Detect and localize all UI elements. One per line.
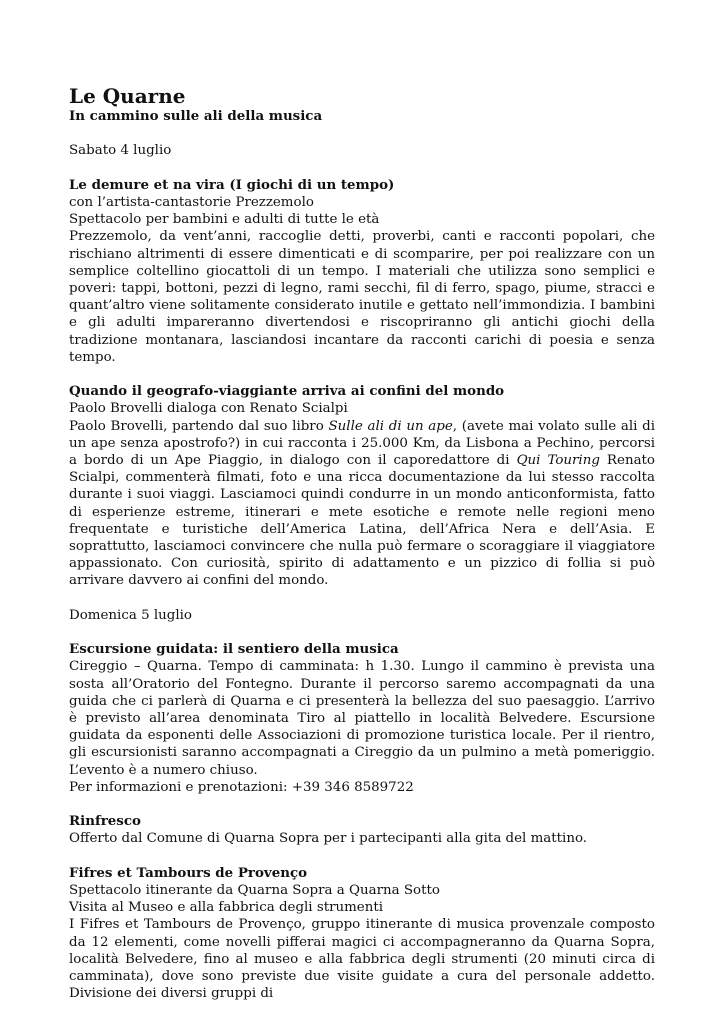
event-heading-rinfresco: Rinfresco bbox=[69, 813, 141, 830]
event-description-rinfresco: Offerto dal Comune di Quarna Sopra per i partecipanti alla gita del mattino. bbox=[69, 831, 588, 847]
spacer bbox=[69, 624, 655, 641]
event-description-geografo bbox=[69, 418, 655, 590]
spacer bbox=[69, 160, 655, 177]
spacer bbox=[69, 125, 655, 142]
event-speakers-line: Paolo Brovelli dialoga con Renato Scialpi bbox=[69, 401, 348, 417]
document-subtitle: In cammino sulle ali della musica bbox=[69, 108, 323, 124]
event-heading-fifres: Fifres et Tambours de Provenço bbox=[69, 864, 308, 881]
event-heading-geografo: Quando il geografo-viaggiante arriva ai confini del mondo bbox=[69, 383, 505, 400]
document-page bbox=[69, 84, 655, 1002]
spacer bbox=[69, 796, 655, 813]
event-artist-line: con l’artista-cantastorie Prezzemolo bbox=[69, 194, 314, 210]
magazine-title: Qui Touring bbox=[516, 453, 600, 469]
book-title: Sulle ali di un ape bbox=[328, 418, 453, 434]
event-description-giochi: Prezzemolo, da vent’anni, raccoglie detti, proverbi, canti e racconti popolari, che rischiano altrimenti di essere dimenticati e di scomparire, per poi realizzare con un semplice coltellino giocattoli di un tempo. I materiali che utilizza sono semplici e poveri: tappi, bottoni, pezzi di legno, rami secchi, fil di ferro, spago, piume, stracci e quant’altro viene solitamente considerato inutile e gettato nell’immondizia. I bambini e gli adulti impareranno divertendosi e riscopriranno gli antichi giochi della tradizione montanara, lasciandosi incantare da racconti carichi di poesia e senza tempo. bbox=[69, 229, 655, 365]
event-heading-giochi: Le demure et na vira (I giochi di un tempo) bbox=[69, 176, 395, 193]
contact-info: Per informazioni e prenotazioni: +39 346 8589722 bbox=[69, 779, 414, 795]
spacer bbox=[69, 590, 655, 607]
event-heading-escursione: Escursione guidata: il sentiero della musica bbox=[69, 641, 399, 658]
spacer bbox=[69, 848, 655, 865]
day-heading-saturday: Sabato 4 luglio bbox=[69, 143, 172, 159]
description-text: Paolo Brovelli, partendo dal suo libro bbox=[69, 418, 329, 434]
event-audience-line: Spettacolo per bambini e adulti di tutte le età bbox=[69, 212, 380, 228]
document-title: Le Quarne bbox=[69, 84, 186, 108]
day-heading-sunday: Domenica 5 luglio bbox=[69, 607, 192, 623]
event-description-fifres: I Fifres et Tambours de Provenço, gruppo itinerante di musica provenzale composto da 12 elementi, come novelli pifferai magici ci accompagneranno da Quarna Sopra, località Belvedere, fino al museo e alla fabbrica degli strumenti (20 minuti circa di camminata), dove sono previste due visite guidate a cura del personale addetto. Divisione dei diversi gruppi di bbox=[69, 917, 655, 1002]
description-text: , (avete mai volato sulle ali di un ape senza apostrofo?) in cui racconta i 25.000 Km, da Lisbona a Pechino, percorsi a bordo di un Ape Piaggio, in dialogo con il caporedattore di bbox=[69, 418, 656, 469]
event-description-escursione: Cireggio – Quarna. Tempo di camminata: h 1.30. Lungo il cammino è prevista una sosta all’Oratorio del Fontegno. Durante il percorso saremo accompagnati da una guida che ci parlerà di Quarna e ci presenterà la bellezza del suo paesaggio. L’arrivo è previsto all’area denominata Tiro al piattello in località Belvedere. Escursione guidata da esponenti delle Associazioni di promozione turistica locale. Per il rientro, gli escursionisti saranno accompagnati a Cireggio da un pulmino a metà pomeriggio. L’evento è a numero chiuso. bbox=[69, 659, 655, 778]
event-subtitle-line: Spettacolo itinerante da Quarna Sopra a Quarna Sotto bbox=[69, 883, 440, 899]
spacer bbox=[69, 366, 655, 383]
description-text: Renato Scialpi, commenterà filmati, foto e una ricca documentazione da lui stesso raccolta durante i suoi viaggi. Lasciamoci quindi condurre in un mondo anticonformista, fatto di esperienze estreme, itinerari e mete esotiche e remote nelle regioni meno frequentate e turistiche dell’America Latina, dell’Africa Nera e dell’Asia. E soprattutto, lasciamoci convincere che nulla può fermare o scoraggiare il viaggiatore appassionato. Con curiosità, spirito di adattamento e un pizzico di follia si può arrivare davvero ai confini del mondo. bbox=[69, 453, 655, 589]
event-visit-line: Visita al Museo e alla fabbrica degli strumenti bbox=[69, 900, 384, 916]
